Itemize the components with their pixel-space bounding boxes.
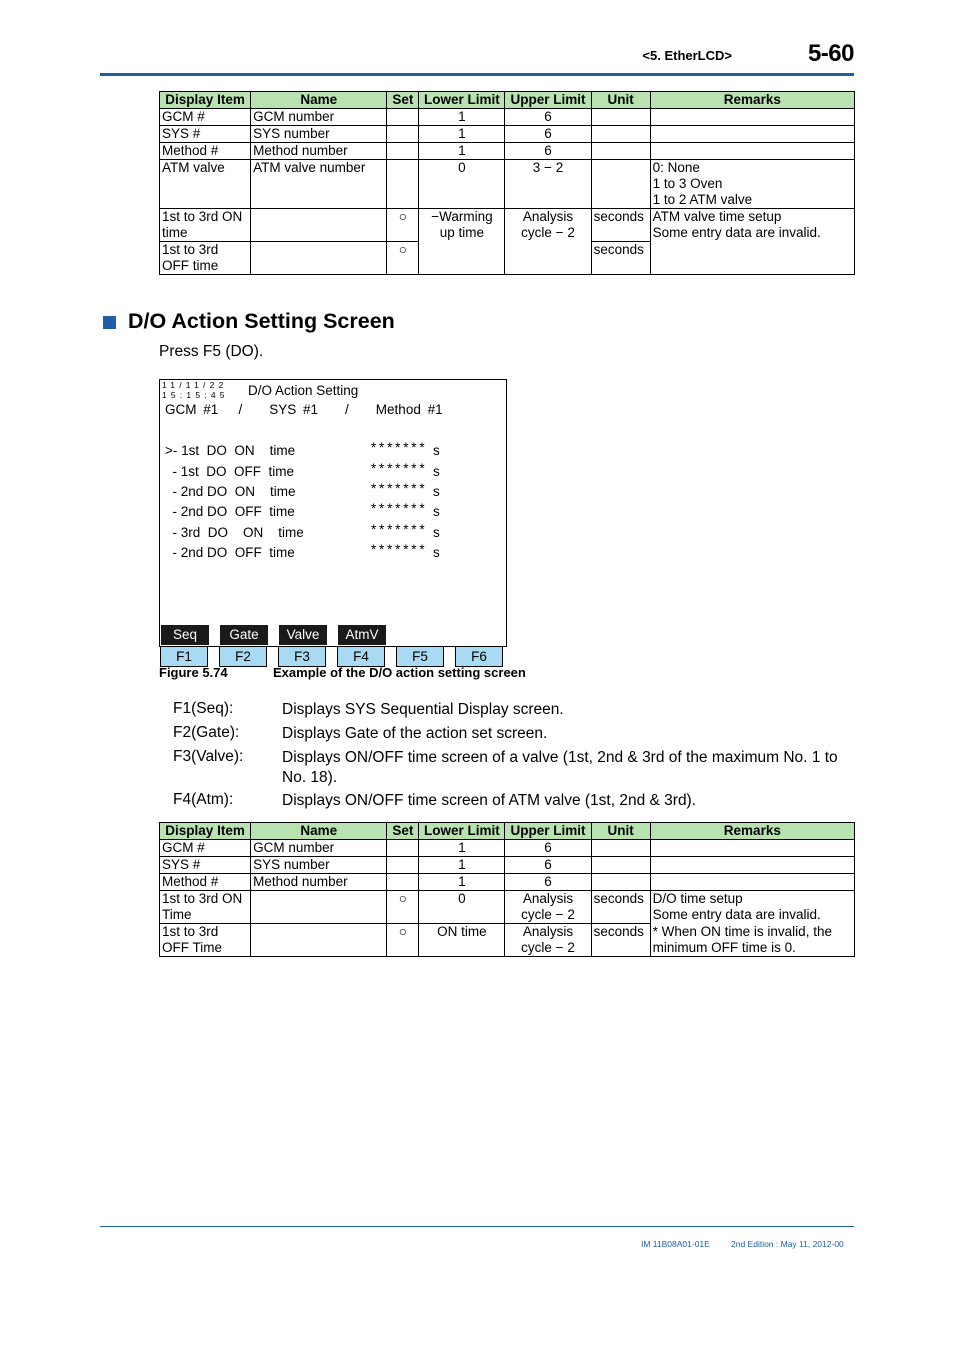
lcd-row-do-off[interactable] [165,542,440,563]
footer-rule [100,1226,854,1227]
cell-name: ATM valve number [251,160,387,209]
lcd-row-value: ******* [371,542,428,557]
lcd-time: 15:15:45 [162,390,229,400]
softkey-atmv[interactable]: AtmV [338,625,386,645]
desc-key-f1: F1(Seq): [173,700,234,717]
col-header: Unit [591,823,650,840]
lcd-row-value: ******* [371,440,428,455]
cell-display-item: 1st to 3rd ON time [160,209,251,242]
cell-remarks: 0: None 1 to 3 Oven 1 to 2 ATM valve [650,160,854,209]
lcd-context-line: GCM #1 / SYS #1 / Method #1 [165,402,443,417]
cell-remarks [650,126,854,143]
lcd-date: 11/11/22 [162,380,228,390]
lcd-row-unit: s [433,484,440,499]
f6-key[interactable]: F6 [455,646,503,667]
cell-remarks: * When ON time is invalid, the minimum OFF time is 0. [650,924,854,957]
cell-upper-limit: 6 [505,857,591,874]
cell-lower-limit: 1 [419,857,505,874]
col-header: Name [251,92,387,109]
section-square-icon [103,316,116,329]
cell-unit [591,874,650,891]
table-row [160,891,855,924]
cell-remarks [650,840,854,857]
cell-name: Method number [251,874,387,891]
cell-remarks [650,109,854,126]
cell-display-item: 1st to 3rd ON Time [160,891,251,924]
table-row [160,109,855,126]
cell-name [251,891,387,924]
cell-remarks [650,143,854,160]
lcd-row-unit: s [433,443,440,458]
cell-remarks [650,874,854,891]
cell-upper-limit: 3 − 2 [505,160,591,209]
cell-display-item: 1st to 3rd OFF Time [160,924,251,957]
lcd-row-2nd-do-off[interactable] [165,501,440,522]
f5-key[interactable]: F5 [396,646,444,667]
f3-key[interactable]: F3 [278,646,326,667]
cell-upper-limit: 6 [505,109,591,126]
atm-valve-settings-table [159,91,855,275]
instruction-text: Press F5 (DO). [159,343,264,360]
lcd-row-label: - 3rd DO ON time [165,525,304,540]
table-row [160,874,855,891]
cell-set [387,840,419,857]
cell-set [387,857,419,874]
page-number: 5-60 [807,40,854,67]
col-header: Upper Limit [505,92,591,109]
f4-key[interactable]: F4 [337,646,385,667]
table-row [160,143,855,160]
lcd-row-unit: s [433,545,440,560]
cell-unit: seconds [591,924,650,957]
table-row [160,126,855,143]
col-header: Set [387,92,419,109]
softkey-valve[interactable]: Valve [279,625,327,645]
col-header: Lower Limit [419,92,505,109]
figure-title: Example of the D/O action setting screen [273,665,526,680]
col-header: Display Item [160,92,251,109]
table-row [160,840,855,857]
edition-info: 2nd Edition : May 11, 2012-00 [731,1239,844,1249]
cell-unit: seconds [591,209,650,242]
cell-display-item: ATM valve [160,160,251,209]
cell-lower-limit: 0 [419,160,505,209]
section-label: <5. EtherLCD> [642,48,732,63]
cell-set [387,126,419,143]
table-row [160,924,855,957]
cell-upper-limit: Analysis cycle − 2 [505,924,591,957]
cell-name: GCM number [251,109,387,126]
cell-remarks: ATM valve time setup Some entry data are invalid. [650,209,854,275]
cell-lower-limit: 1 [419,874,505,891]
cell-set [387,874,419,891]
lcd-row-1st-do-off[interactable] [165,461,440,482]
cell-display-item: Method # [160,143,251,160]
softkey-seq[interactable]: Seq [161,625,209,645]
lcd-row-label: - 1st DO OFF time [165,464,295,479]
col-header: Unit [591,92,650,109]
cell-upper-limit: Analysis cycle − 2 [505,891,591,924]
f2-key[interactable]: F2 [219,646,267,667]
lcd-title: D/O Action Setting [248,383,359,398]
cell-set: ○ [387,209,419,242]
cell-upper-limit: 6 [505,126,591,143]
col-header: Upper Limit [505,823,591,840]
section-title: D/O Action Setting Screen [128,309,395,333]
cell-unit [591,840,650,857]
lcd-row-unit: s [433,525,440,540]
cell-name [251,924,387,957]
cell-unit [591,126,650,143]
cell-set [387,160,419,209]
col-header: Display Item [160,823,251,840]
cell-unit: seconds [591,242,650,275]
lcd-screen [159,379,507,647]
lcd-row-label: - 2nd DO OFF time [165,504,295,519]
cell-lower-limit: 0 [419,891,505,924]
cell-unit: seconds [591,891,650,924]
table-header-row [160,823,855,840]
cell-remarks [650,857,854,874]
figure-number: Figure 5.74 [159,665,228,680]
cell-upper-limit: Analysis cycle − 2 [505,209,591,275]
table-row [160,160,855,209]
desc-text-f2: Displays Gate of the action set screen. [282,725,548,742]
cell-upper-limit: 6 [505,143,591,160]
lcd-row-value: ******* [371,522,428,537]
header-rule [100,73,854,76]
desc-text-f4: Displays ON/OFF time screen of ATM valve (1st, 2nd & 3rd). [282,792,697,809]
cell-display-item: GCM # [160,840,251,857]
cell-set: ○ [387,891,419,924]
lcd-row-1st-do-on[interactable] [165,440,440,461]
cell-display-item: GCM # [160,109,251,126]
cell-name: GCM number [251,840,387,857]
cell-name: SYS number [251,857,387,874]
cell-set [387,109,419,126]
cell-set: ○ [387,242,419,275]
cell-display-item: Method # [160,874,251,891]
document-id: IM 11B08A01-01E [641,1239,710,1249]
do-action-settings-table [159,822,855,957]
lcd-row-label: - 2nd DO ON time [165,484,296,499]
lcd-row-value: ******* [371,501,428,516]
cell-name: SYS number [251,126,387,143]
lcd-row-value: ******* [371,481,428,496]
cell-name [251,209,387,242]
f1-key[interactable]: F1 [160,646,208,667]
lcd-row-label: >- 1st DO ON time [165,443,296,458]
cell-lower-limit: ON time [419,924,505,957]
cell-lower-limit: 1 [419,126,505,143]
cell-display-item: 1st to 3rd OFF time [160,242,251,275]
desc-key-f2: F2(Gate): [173,724,240,741]
cell-name: Method number [251,143,387,160]
lcd-row-3rd-do-on[interactable] [165,522,440,543]
desc-text-f1: Displays SYS Sequential Display screen. [282,701,564,718]
col-header: Set [387,823,419,840]
cell-set [387,143,419,160]
cell-unit [591,143,650,160]
cell-set: ○ [387,924,419,957]
cell-upper-limit: 6 [505,840,591,857]
cell-unit [591,857,650,874]
lcd-row-value: ******* [371,461,428,476]
softkey-gate[interactable]: Gate [220,625,268,645]
cell-remarks: D/O time setup Some entry data are invalid. [650,891,854,924]
lcd-row-unit: s [433,504,440,519]
desc-key-f3: F3(Valve): [173,748,244,765]
lcd-row-label: - 2nd DO OFF time [165,545,295,560]
cell-lower-limit: 1 [419,143,505,160]
cell-lower-limit: −Warming up time [419,209,505,275]
lcd-row-2nd-do-on[interactable] [165,481,440,502]
cell-lower-limit: 1 [419,840,505,857]
table-header-row [160,92,855,109]
cell-unit [591,160,650,209]
cell-lower-limit: 1 [419,109,505,126]
desc-text-f3: Displays ON/OFF time screen of a valve (1st, 2nd & 3rd of the maximum No. 1 to No. 18). [282,749,838,786]
cell-upper-limit: 6 [505,874,591,891]
cell-display-item: SYS # [160,126,251,143]
table-row [160,857,855,874]
cell-unit [591,109,650,126]
col-header: Lower Limit [419,823,505,840]
desc-key-f4: F4(Atm): [173,791,234,808]
col-header: Name [251,823,387,840]
lcd-row-unit: s [433,464,440,479]
col-header: Remarks [650,823,854,840]
cell-display-item: SYS # [160,857,251,874]
col-header: Remarks [650,92,854,109]
cell-name [251,242,387,275]
table-row [160,209,855,242]
